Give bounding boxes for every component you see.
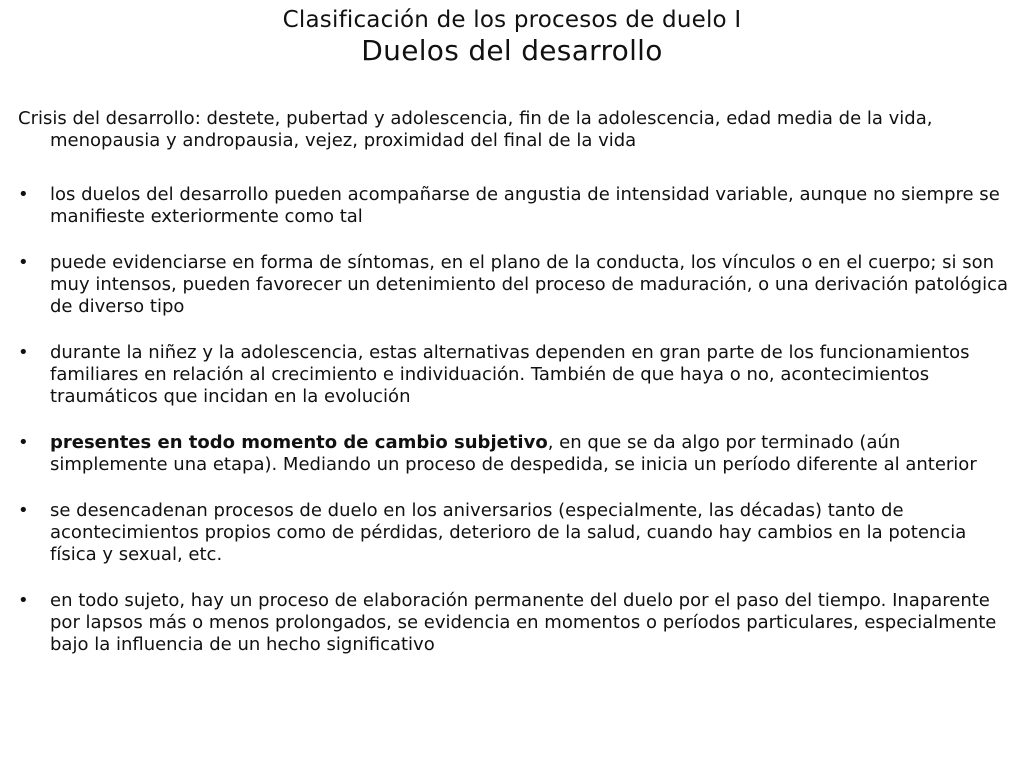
bullet-text: puede evidenciarse en forma de síntomas, en el plano de la conducta, los vínculos o en el cuerpo; si son muy intensos, pueden favorecer un detenimiento del proceso de maduración, o una derivación patológica de diverso tipo	[50, 252, 1008, 317]
bullet-item	[18, 184, 1013, 228]
bullet-dot-icon: •	[18, 590, 29, 611]
slide-subtitle: Clasificación de los procesos de duelo I	[282, 7, 742, 33]
bullet-dot-icon: •	[18, 342, 29, 363]
bullet-item	[18, 590, 1013, 656]
bullet-dot-icon: •	[18, 432, 29, 453]
bullet-item	[18, 252, 1013, 318]
bullet-text: durante la niñez y la adolescencia, estas alternativas dependen en gran parte de los funcionamientos familiares en relación al crecimiento e individuación. También de que haya o no, acontecimientos traumáticos que incidan en la evolución	[50, 342, 970, 407]
bullet-dot-icon: •	[18, 252, 29, 273]
slide-title: Duelos del desarrollo	[361, 34, 663, 67]
bullet-text: , en que se da algo por terminado (aún simplemente una etapa). Mediando un proceso de despedida, se inicia un período diferente al anterior	[50, 432, 977, 475]
bullet-item	[18, 342, 1013, 408]
bullet-strong-text: presentes en todo momento de cambio subjetivo	[50, 432, 548, 453]
bullet-text: en todo sujeto, hay un proceso de elaboración permanente del duelo por el paso del tiempo. Inaparente por lapsos más o menos prolongados, se evidencia en momentos o períodos particulares, especialmente bajo la influencia de un hecho significativo	[50, 590, 997, 655]
bullet-dot-icon: •	[18, 184, 29, 205]
bullet-list	[18, 184, 1013, 680]
bullet-dot-icon: •	[18, 500, 29, 521]
bullet-item	[18, 500, 1013, 566]
intro-paragraph: Crisis del desarrollo: destete, pubertad y adolescencia, fin de la adolescencia, edad media de la vida, menopausia y andropausia, vejez, proximidad del final de la vida	[18, 108, 933, 151]
title-block	[0, 0, 1024, 68]
bullet-text: se desencadenan procesos de duelo en los aniversarios (especialmente, las décadas) tanto de acontecimientos propios como de pérdidas, deterioro de la salud, cuando hay cambios en la potencia física y sexual, etc.	[50, 500, 967, 565]
bullet-text: los duelos del desarrollo pueden acompañarse de angustia de intensidad variable, aunque no siempre se manifieste exteriormente como tal	[50, 184, 1000, 227]
bullet-item	[18, 432, 1013, 476]
